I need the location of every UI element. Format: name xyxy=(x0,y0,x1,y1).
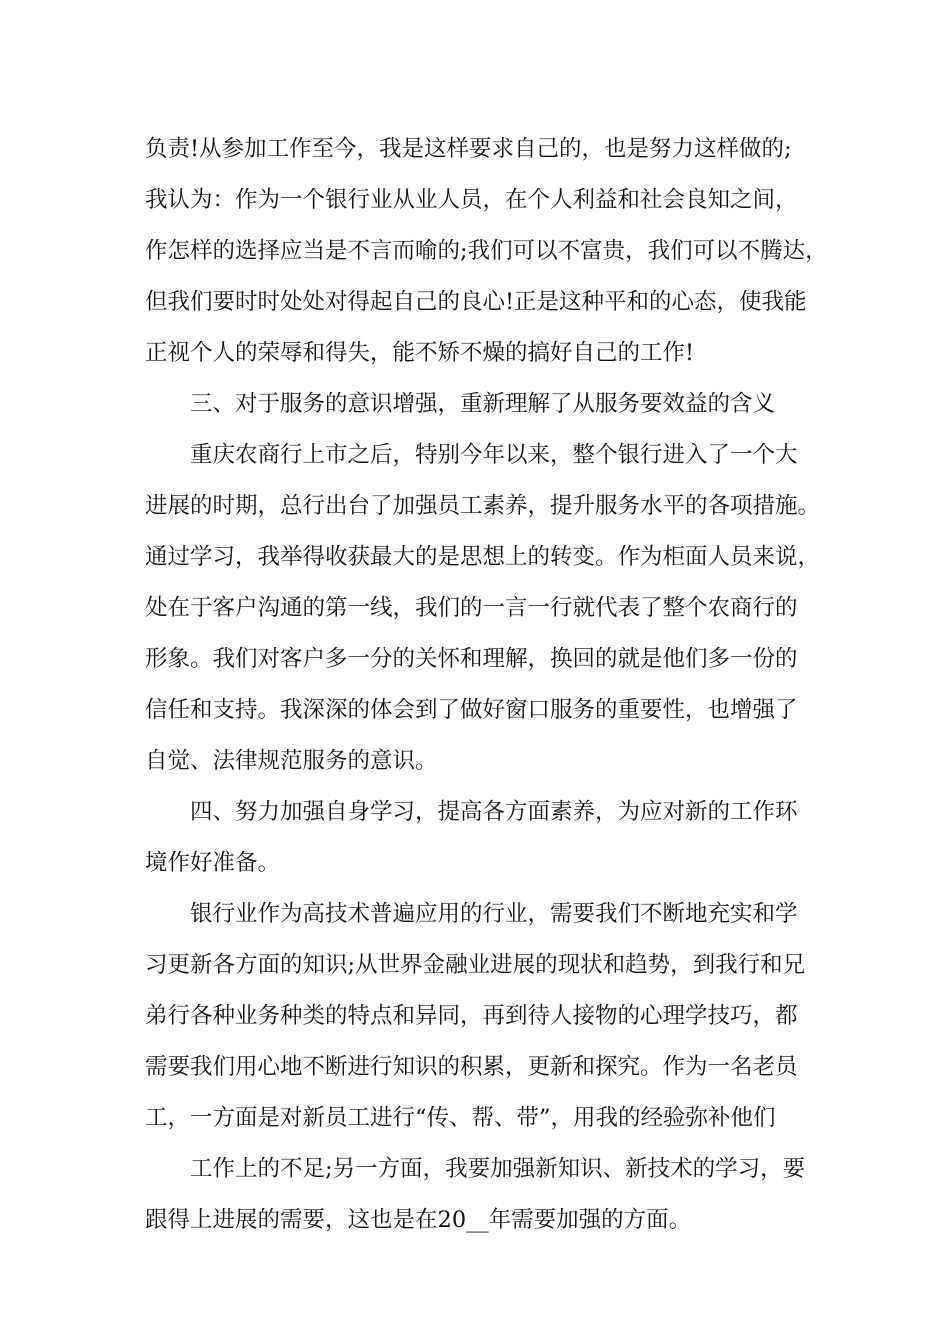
text-line: 信任和支持。我深深的体会到了做好窗口服务的重要性，也增强了 xyxy=(145,697,798,723)
text-line: 工，一方面是对新员工进行“传、帮、带”，用我的经验弥补他们 xyxy=(145,1105,776,1131)
section-heading-4: 四、努力加强自身学习，提高各方面素养，为应对新的工作环 xyxy=(190,799,798,825)
text-line: 弟行各种业务种类的特点和异同，再到待人接物的心理学技巧，都 xyxy=(145,1003,798,1029)
text-line: 习更新各方面的知识;从世界金融业进展的现状和趋势，到我行和兄 xyxy=(145,952,806,978)
text-line: 通过学习，我举得收获最大的是思想上的转变。作为柜面人员来说， xyxy=(145,544,821,570)
text-line: 作怎样的选择应当是不言而喻的;我们可以不富贵，我们可以不腾达， xyxy=(145,238,828,264)
text-line: 银行业作为高技术普遍应用的行业，需要我们不断地充实和学 xyxy=(190,901,798,927)
section-heading-3: 三、对于服务的意识增强，重新理解了从服务要效益的含义 xyxy=(190,391,776,417)
text-line: 跟得上进展的需要，这也是在20__年需要加强的方面。 xyxy=(145,1207,692,1233)
text-line: 境作好准备。 xyxy=(145,850,281,876)
text-line: 重庆农商行上市之后，特别今年以来，整个银行进入了一个大 xyxy=(190,442,798,468)
text-line: 形象。我们对客户多一分的关怀和理解，换回的就是他们多一份的 xyxy=(145,646,798,672)
text-line: 我认为：作为一个银行业从业人员，在个人利益和社会良知之间， xyxy=(145,187,798,213)
text-line: 处在于客户沟通的第一线，我们的一言一行就代表了整个农商行的 xyxy=(145,595,798,621)
text-line: 但我们要时时处处对得起自己的良心!正是这种平和的心态，使我能 xyxy=(145,289,807,315)
text-line: 正视个人的荣辱和得失，能不矫不燥的搞好自己的工作! xyxy=(145,340,695,366)
text-line: 自觉、法律规范服务的意识。 xyxy=(145,748,438,774)
text-line: 进展的时期，总行出台了加强员工素养，提升服务水平的各项措施。 xyxy=(145,493,821,519)
text-line: 负责!从参加工作至今，我是这样要求自己的，也是努力这样做的; xyxy=(145,136,792,162)
document-body xyxy=(145,124,828,1246)
text-line: 工作上的不足;另一方面，我要加强新知识、新技术的学习，要 xyxy=(190,1156,806,1182)
text-line: 需要我们用心地不断进行知识的积累，更新和探究。作为一名老员 xyxy=(145,1054,798,1080)
